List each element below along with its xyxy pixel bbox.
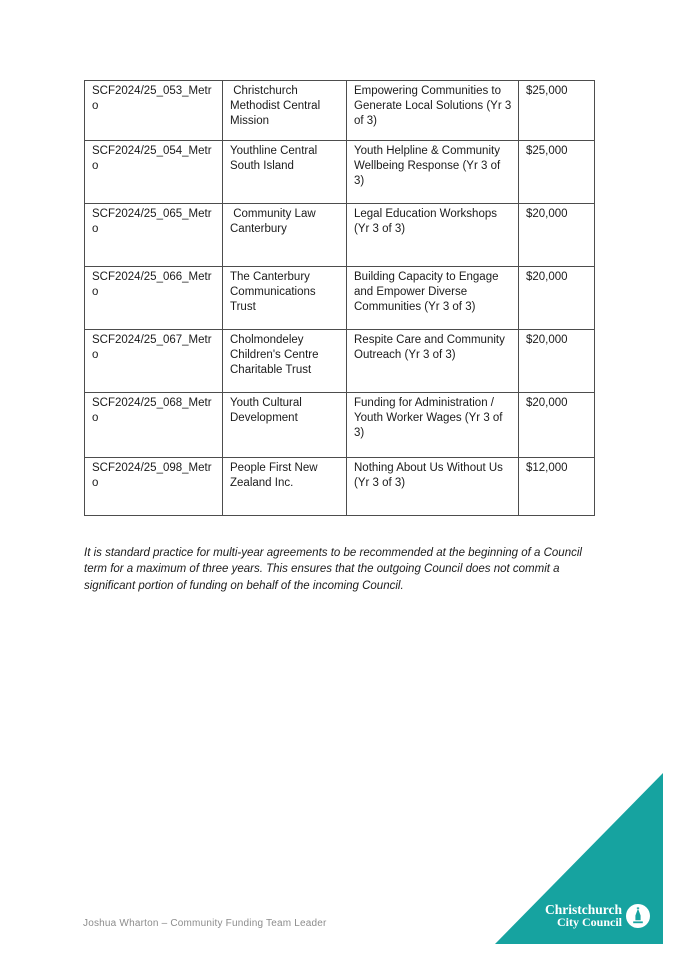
table-row — [85, 267, 595, 330]
cell-organisation: The Canterbury Communications Trust — [223, 267, 347, 330]
cell-project: Respite Care and Community Outreach (Yr 3 of 3) — [347, 330, 519, 393]
cell-code: SCF2024/25_066_Metro — [85, 267, 223, 330]
cell-organisation: Youth Cultural Development — [223, 393, 347, 458]
cell-organisation: Youthline Central South Island — [223, 141, 347, 204]
ccc-logo-text — [545, 903, 622, 928]
table-row — [85, 204, 595, 267]
cell-project: Empowering Communities to Generate Local Solutions (Yr 3 of 3) — [347, 81, 519, 141]
table-row — [85, 330, 595, 393]
table-row — [85, 141, 595, 204]
cell-amount: $12,000 — [519, 458, 595, 516]
cell-code: SCF2024/25_065_Metro — [85, 204, 223, 267]
cell-organisation: Community Law Canterbury — [223, 204, 347, 267]
ccc-logo — [545, 903, 650, 928]
cell-amount: $25,000 — [519, 141, 595, 204]
multi-year-note: It is standard practice for multi-year agreements to be recommended at the beginning of a Council term for a maximum of three years. This ensures that the outgoing Council does not commit a significant portion of funding on behalf of the incoming Council. — [84, 546, 582, 592]
cell-amount: $25,000 — [519, 81, 595, 141]
cathedral-icon — [626, 904, 650, 928]
ccc-logo-line2: City Council — [556, 915, 622, 929]
cell-project: Building Capacity to Engage and Empower Diverse Communities (Yr 3 of 3) — [347, 267, 519, 330]
cell-amount: $20,000 — [519, 393, 595, 458]
cell-organisation: Christchurch Methodist Central Mission — [223, 81, 347, 141]
ccc-logo-line1: Christchurch — [544, 902, 622, 917]
cell-code: SCF2024/25_067_Metro — [85, 330, 223, 393]
cell-amount: $20,000 — [519, 267, 595, 330]
funding-table — [84, 80, 595, 516]
cell-code: SCF2024/25_054_Metro — [85, 141, 223, 204]
table-row — [85, 81, 595, 141]
cell-amount: $20,000 — [519, 330, 595, 393]
cell-code: SCF2024/25_068_Metro — [85, 393, 223, 458]
cell-project: Legal Education Workshops (Yr 3 of 3) — [347, 204, 519, 267]
funding-table-body — [85, 81, 595, 516]
cell-amount: $20,000 — [519, 204, 595, 267]
table-row — [85, 458, 595, 516]
cell-code: SCF2024/25_098_Metro — [85, 458, 223, 516]
cell-organisation: People First New Zealand Inc. — [223, 458, 347, 516]
cell-organisation: Cholmondeley Children's Centre Charitable Trust — [223, 330, 347, 393]
cell-project: Youth Helpline & Community Wellbeing Response (Yr 3 of 3) — [347, 141, 519, 204]
table-row — [85, 393, 595, 458]
cell-code: SCF2024/25_053_Metro — [85, 81, 223, 141]
cell-project: Nothing About Us Without Us (Yr 3 of 3) — [347, 458, 519, 516]
cell-project: Funding for Administration / Youth Worker Wages (Yr 3 of 3) — [347, 393, 519, 458]
footer-byline: Joshua Wharton – Community Funding Team Leader — [83, 918, 327, 929]
